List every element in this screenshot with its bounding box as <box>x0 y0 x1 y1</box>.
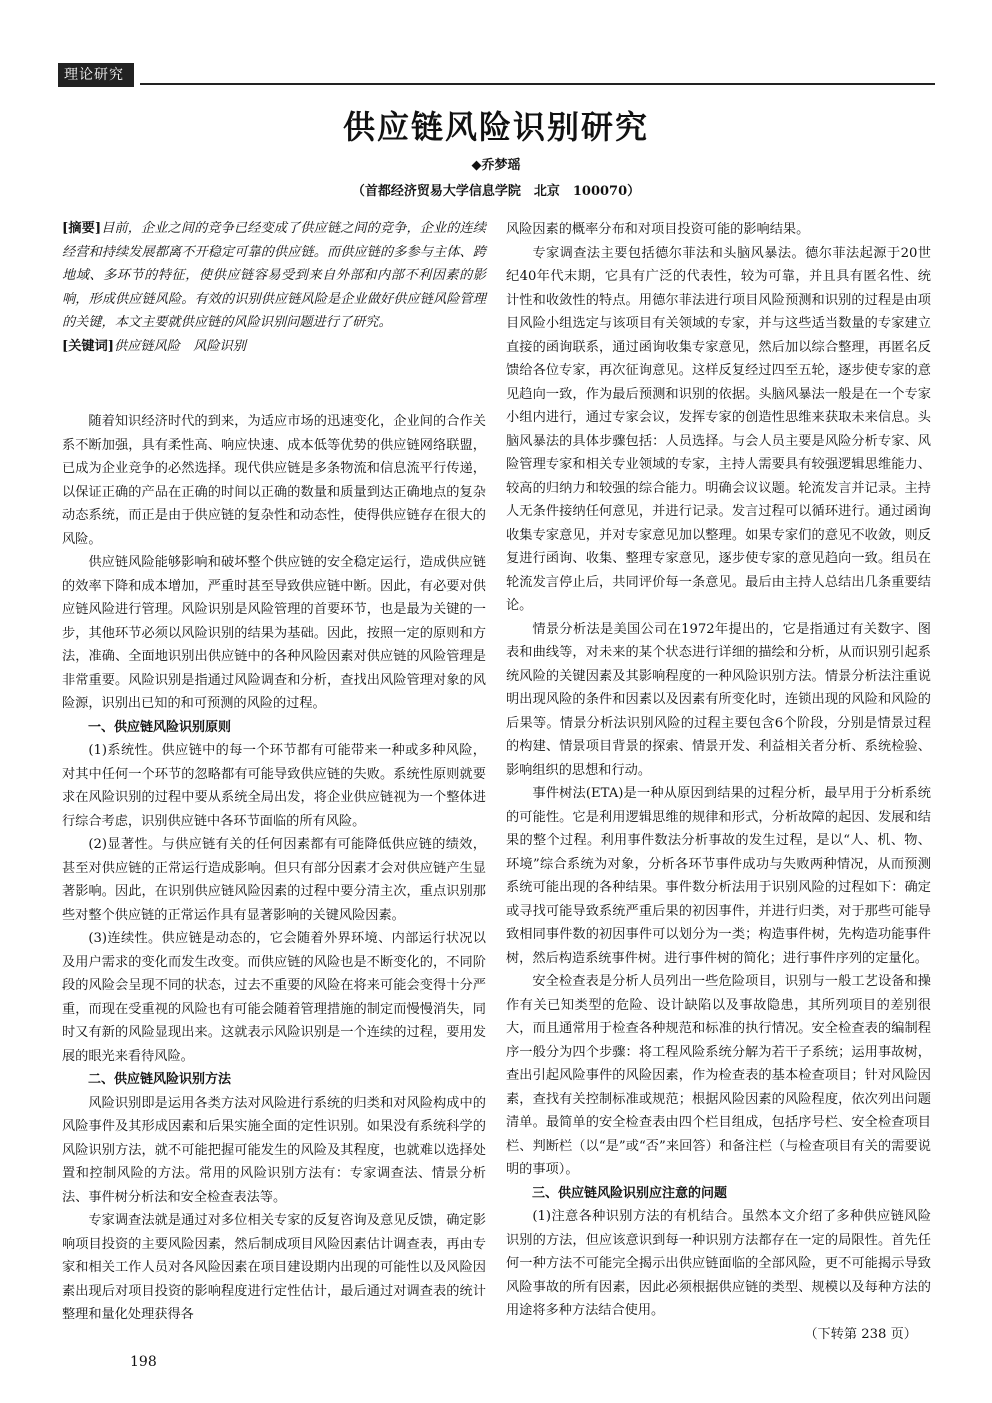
body-left-column <box>62 410 486 1327</box>
keywords-text: 供应链风险 风险识别 <box>114 338 246 354</box>
article-title: 供应链风险识别研究 <box>342 108 649 146</box>
article-author: ◆乔梦瑶 <box>471 158 521 173</box>
body-paragraph: 事件树法(ETA)是一种从原因到结果的过程分析，最早用于分析系统的可能性。它是利用逻辑思维的规律和形式，分析故障的起因、发展和结果的整个过程。利用事件数法分析事故的发生过程，是以“人、机、物、环境”综合系统为对象，分析各环节事件成功与失败两种情况，从而预测系统可能出现的各种结果。事件数分析法用于识别风险的过程如下：确定或寻找可能导致系统严重后果的初因事件，并进行归类，对于那些可能导致相同事件数的初因事件可以划分为一类；构造事件树，先构造功能事件树，然后构造系统事件树。进行事件树的简化；进行事件序列的定量化。 <box>506 786 931 966</box>
body-paragraph: 供应链风险能够影响和破坏整个供应链的安全稳定运行，造成供应链的效率下降和成本增加，严重时甚至导致供应链中断。因此，有必要对供应链风险进行管理。风险识别是风险管理的首要环节，也是最为关键的一步，其他环节必须以风险识别的结果为基础。因此，按照一定的原则和方法，准确、全面地识别出供应链中的各种风险因素对供应链的风险管理是非常重要。风险识别是指通过风险调查和分析，查找出风险管理对象的风险源，识别出已知的和可预测的风险的过程。 <box>62 555 486 711</box>
body-paragraph: (2)显著性。与供应链有关的任何因素都有可能降低供应链的绩效，甚至对供应链的正常运行造成影响。但只有部分因素才会对供应链产生显著影响。因此，在识别供应链风险因素的过程中要分清主次，重点识别那些对整个供应链的正常运作具有显著影响的关键风险因素。 <box>62 837 486 923</box>
continued-note: （下转第 238 页） <box>804 1326 917 1342</box>
abstract-paragraph <box>62 217 486 335</box>
body-paragraph: (1)系统性。供应链中的每一个环节都有可能带来一种或多种风险，对其中任何一个环节的忽略都有可能导致供应链的失败。系统性原则就要求在风险识别的过程中要从系统全局出发，将企业供应链视为一个整体进行综合考虑，识别供应链中各环节面临的所有风险。 <box>62 743 486 829</box>
body-paragraph: 风险识别即是运用各类方法对风险进行系统的归类和对风险构成中的风险事件及其形成因素和后果实施全面的定性识别。如果没有系统科学的风险识别方法，就不可能把握可能发生的风险及其程度，也就难以选择处置和控制风险的方法。常用的风险识别方法有：专家调查法、情景分析法、事件树分析法和安全检查表法等。 <box>62 1095 486 1205</box>
body-paragraph: 专家调查法就是通过对多位相关专家的反复咨询及意见反馈，确定影响项目投资的主要风险因素，然后制成项目风险因素估计调查表，再由专家和相关工作人员对各风险因素在项目建设期内出现的可能性以及风险因素出现后对项目投资的影响程度进行定性估计，最后通过对调查表的统计整理和量化处理获得各 <box>62 1213 486 1322</box>
body-paragraph: 情景分析法是美国公司在1972年提出的，它是指通过有关数字、图表和曲线等，对未来的某个状态进行详细的描绘和分析，从而识别引起系统风险的关键因素及其影响程度的一种风险识别方法。情景分析法注重说明出现风险的条件和因素以及因素有所变化时，连锁出现的风险和风险的后果等。情景分析法识别风险的过程主要包含6个阶段，分别是情景过程的构建、情景项目背景的探索、情景开发、利益相关者分析、系统检验、影响组织的思想和行动。 <box>506 621 931 778</box>
section-heading-3: 三、供应链风险识别应注意的问题 <box>532 1185 728 1201</box>
body-paragraph: 安全检查表是分析人员列出一些危险项目，识别与一般工艺设备和操作有关已知类型的危险、设计缺陷以及事故隐患，其所列项目的差别很大，而且通常用于检查各种规范和标准的执行情况。安全检查表的编制程序一般分为四个步骤：将工程风险系统分解为若干子系统；运用事故树，查出引起风险事件的风险因素，作为检查表的基本检查项目；针对风险因素，查找有关控制标准或规范；根据风险因素的风险程度，依次列出问题清单。最简单的安全检查表由四个栏目组成，包括序号栏、安全检查项目栏、判断栏（以“是”或“否”来回答）和备注栏（与检查项目有关的需要说明的事项）。 <box>506 974 931 1177</box>
abstract-block <box>62 217 486 358</box>
abstract-label: [摘要] <box>62 221 102 236</box>
page-number: 198 <box>130 1354 157 1370</box>
section-heading-1: 一、供应链风险识别原则 <box>88 719 232 735</box>
body-right-column <box>506 218 931 1346</box>
body-paragraph: (1)注意各种识别方法的有机结合。虽然本文介绍了多种供应链风险识别的方法，但应该意识到每一种识别方法都存在一定的局限性。首先任何一种方法不可能完全揭示出供应链面临的全部风险，更不可能揭示导致风险事故的所有因素，因此必须根据供应链的类型、规模以及每种方法的用途将多种方法结合使用。 <box>506 1209 931 1318</box>
body-paragraph: 随着知识经济时代的到来，为适应市场的迅速变化，企业间的合作关系不断加强，具有柔性高、响应快速、成本低等优势的供应链网络联盟，已成为企业竞争的必然选择。现代供应链是多条物流和信息流平行传递，以保证正确的产品在正确的时间以正确的数量和质量到达正确地点的复杂动态系统，而正是由于供应链的复杂性和动态性，使得供应链存在很大的风险。 <box>62 414 486 547</box>
body-paragraph: (3)连续性。供应链是动态的，它会随着外界环境、内部运行状况以及用户需求的变化而发生改变。而供应链的风险也是不断变化的，不同阶段的风险会呈现不同的状态，过去不重要的风险在将来可能会变得十分严重，而现在受重视的风险也有可能会随着管理措施的制定而慢慢消失，同时又有新的风险显现出来。这就表示风险识别是一个连续的过程，要用发展的眼光来看待风险。 <box>62 931 486 1064</box>
header-rule <box>140 83 935 85</box>
keywords-label: [关键词] <box>62 338 115 354</box>
abstract-text: 目前，企业之间的竞争已经变成了供应链之间的竞争，企业的连续经营和持续发展都离不开稳定可靠的供应链。而供应链的多参与主体、跨地域、多环节的特征，使供应链容易受到来自外部和内部不利因素的影响，形成供应链风险。有效的识别供应链风险是企业做好供应链风险管理的关键，本文主要就供应链的风险识别问题进行了研究。 <box>62 221 486 330</box>
article-affiliation: （首都经济贸易大学信息学院 北京 100070） <box>351 184 641 199</box>
body-paragraph: 风险因素的概率分布和对项目投资可能的影响结果。 <box>506 222 810 237</box>
section-heading-2: 二、供应链风险识别方法 <box>88 1072 232 1087</box>
keywords-paragraph <box>62 335 486 359</box>
section-tag: 理论研究 <box>58 63 134 87</box>
body-paragraph: 专家调查法主要包括德尔菲法和头脑风暴法。德尔菲法起源于20世纪40年代末期，它具有广泛的代表性，较为可靠，并且具有匿名性、统计性和收敛性的特点。用德尔菲法进行项目风险预测和识别的过程是由项目风险小组选定与该项目有关领域的专家，并与这些适当数量的专家建立直接的函询联系，通过函询收集专家意见，然后加以综合整理，再匿名反馈给各位专家，再次征询意见。这样反复经过四至五轮，逐步使专家的意见趋向一致，作为最后预测和识别的依据。头脑风暴法一般是在一个专家小组内进行，通过专家会议，发挥专家的创造性思维来获取未来信息。头脑风暴法的具体步骤包括：人员选择。与会人员主要是风险分析专家、风险管理专家和相关专业领域的专家，主持人需要具有较强逻辑思维能力、较高的归纳力和较强的综合能力。明确会议议题。轮流发言并记录。主持人无条件接纳任何意见，并进行记录。发言过程可以循环进行。通过函询收集专家意见，并对专家意见加以整理。如果专家们的意见不收敛，则反复进行函询、收集、整理专家意见，逐步使专家的意见趋向一致。组员在轮流发言停止后，共同评价每一条意见。最后由主持人总结出几条重要结论。 <box>506 245 931 613</box>
